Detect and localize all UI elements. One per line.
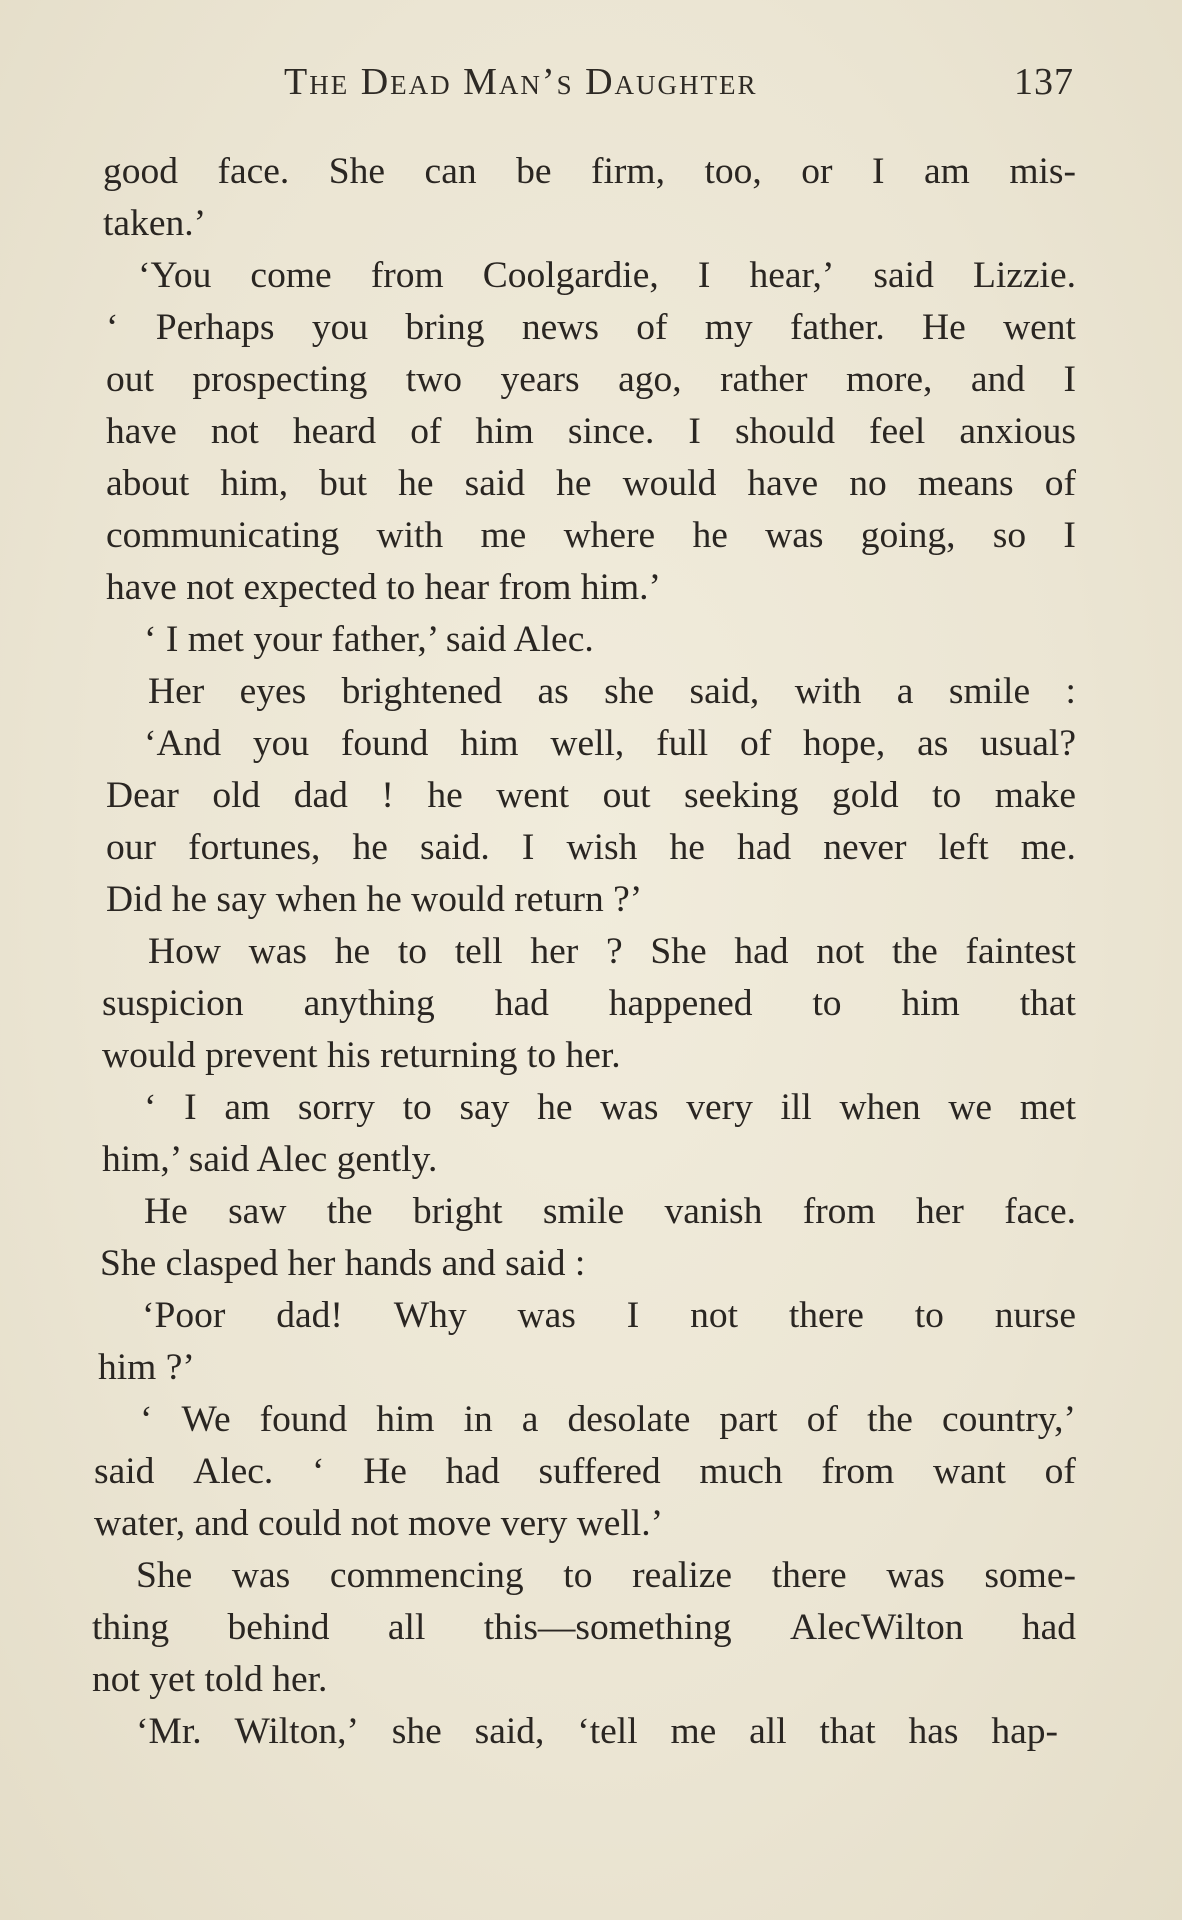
text-line: said Alec. ‘ He had suffered much from want of xyxy=(94,1451,1076,1492)
text-line: ‘ I am sorry to say he was very ill when we met xyxy=(144,1087,1076,1128)
text-line: would prevent his returning to her. xyxy=(102,1035,621,1076)
text-line: out prospecting two years ago, rather more, and I xyxy=(106,359,1076,400)
text-line: not yet told her. xyxy=(92,1659,328,1700)
text-line: communicating with me where he was going, so I xyxy=(106,515,1076,556)
text-line: ‘Poor dad! Why was I not there to nurse xyxy=(142,1295,1076,1336)
text-line: ‘Mr. Wilton,’ she said, ‘tell me all that has hap- xyxy=(136,1711,1058,1752)
text-line: him,’ said Alec gently. xyxy=(102,1139,438,1180)
text-line: ‘ Perhaps you bring news of my father. He went xyxy=(106,307,1076,348)
text-line: him ?’ xyxy=(98,1347,195,1388)
running-title: The Dead Man’s Daughter xyxy=(284,61,758,103)
text-line: ‘And you found him well, full of hope, as usual? xyxy=(144,723,1076,764)
text-line: suspicion anything had happened to him that xyxy=(102,983,1076,1024)
text-line: Did he say when he would return ?’ xyxy=(106,879,643,920)
text-line: She was commencing to realize there was some- xyxy=(136,1555,1076,1596)
running-head xyxy=(284,60,1074,116)
text-line: She clasped her hands and said : xyxy=(100,1243,586,1284)
text-line: Dear old dad ! he went out seeking gold to make xyxy=(106,775,1076,816)
page-number: 137 xyxy=(1014,61,1074,103)
text-line: our fortunes, he said. I wish he had never left me. xyxy=(106,827,1076,868)
text-line: Her eyes brightened as she said, with a smile : xyxy=(148,671,1076,712)
text-line: ‘ We found him in a desolate part of the country,’ xyxy=(140,1399,1076,1440)
text-line: ‘ I met your father,’ said Alec. xyxy=(144,619,594,660)
text-line: good face. She can be firm, too, or I am mis- xyxy=(103,151,1076,192)
text-line: have not expected to hear from him.’ xyxy=(106,567,661,608)
text-line: He saw the bright smile vanish from her face. xyxy=(144,1191,1076,1232)
text-line: water, and could not move very well.’ xyxy=(94,1503,664,1544)
text-line: thing behind all this—something AlecWilton had xyxy=(92,1607,1076,1648)
body-text xyxy=(92,146,1076,1758)
text-line: about him, but he said he would have no means of xyxy=(106,463,1076,504)
text-line: How was he to tell her ? She had not the faintest xyxy=(148,931,1076,972)
text-line: taken.’ xyxy=(103,203,207,244)
text-line: have not heard of him since. I should feel anxious xyxy=(106,411,1076,452)
text-line: ‘You come from Coolgardie, I hear,’ said Lizzie. xyxy=(138,255,1076,296)
